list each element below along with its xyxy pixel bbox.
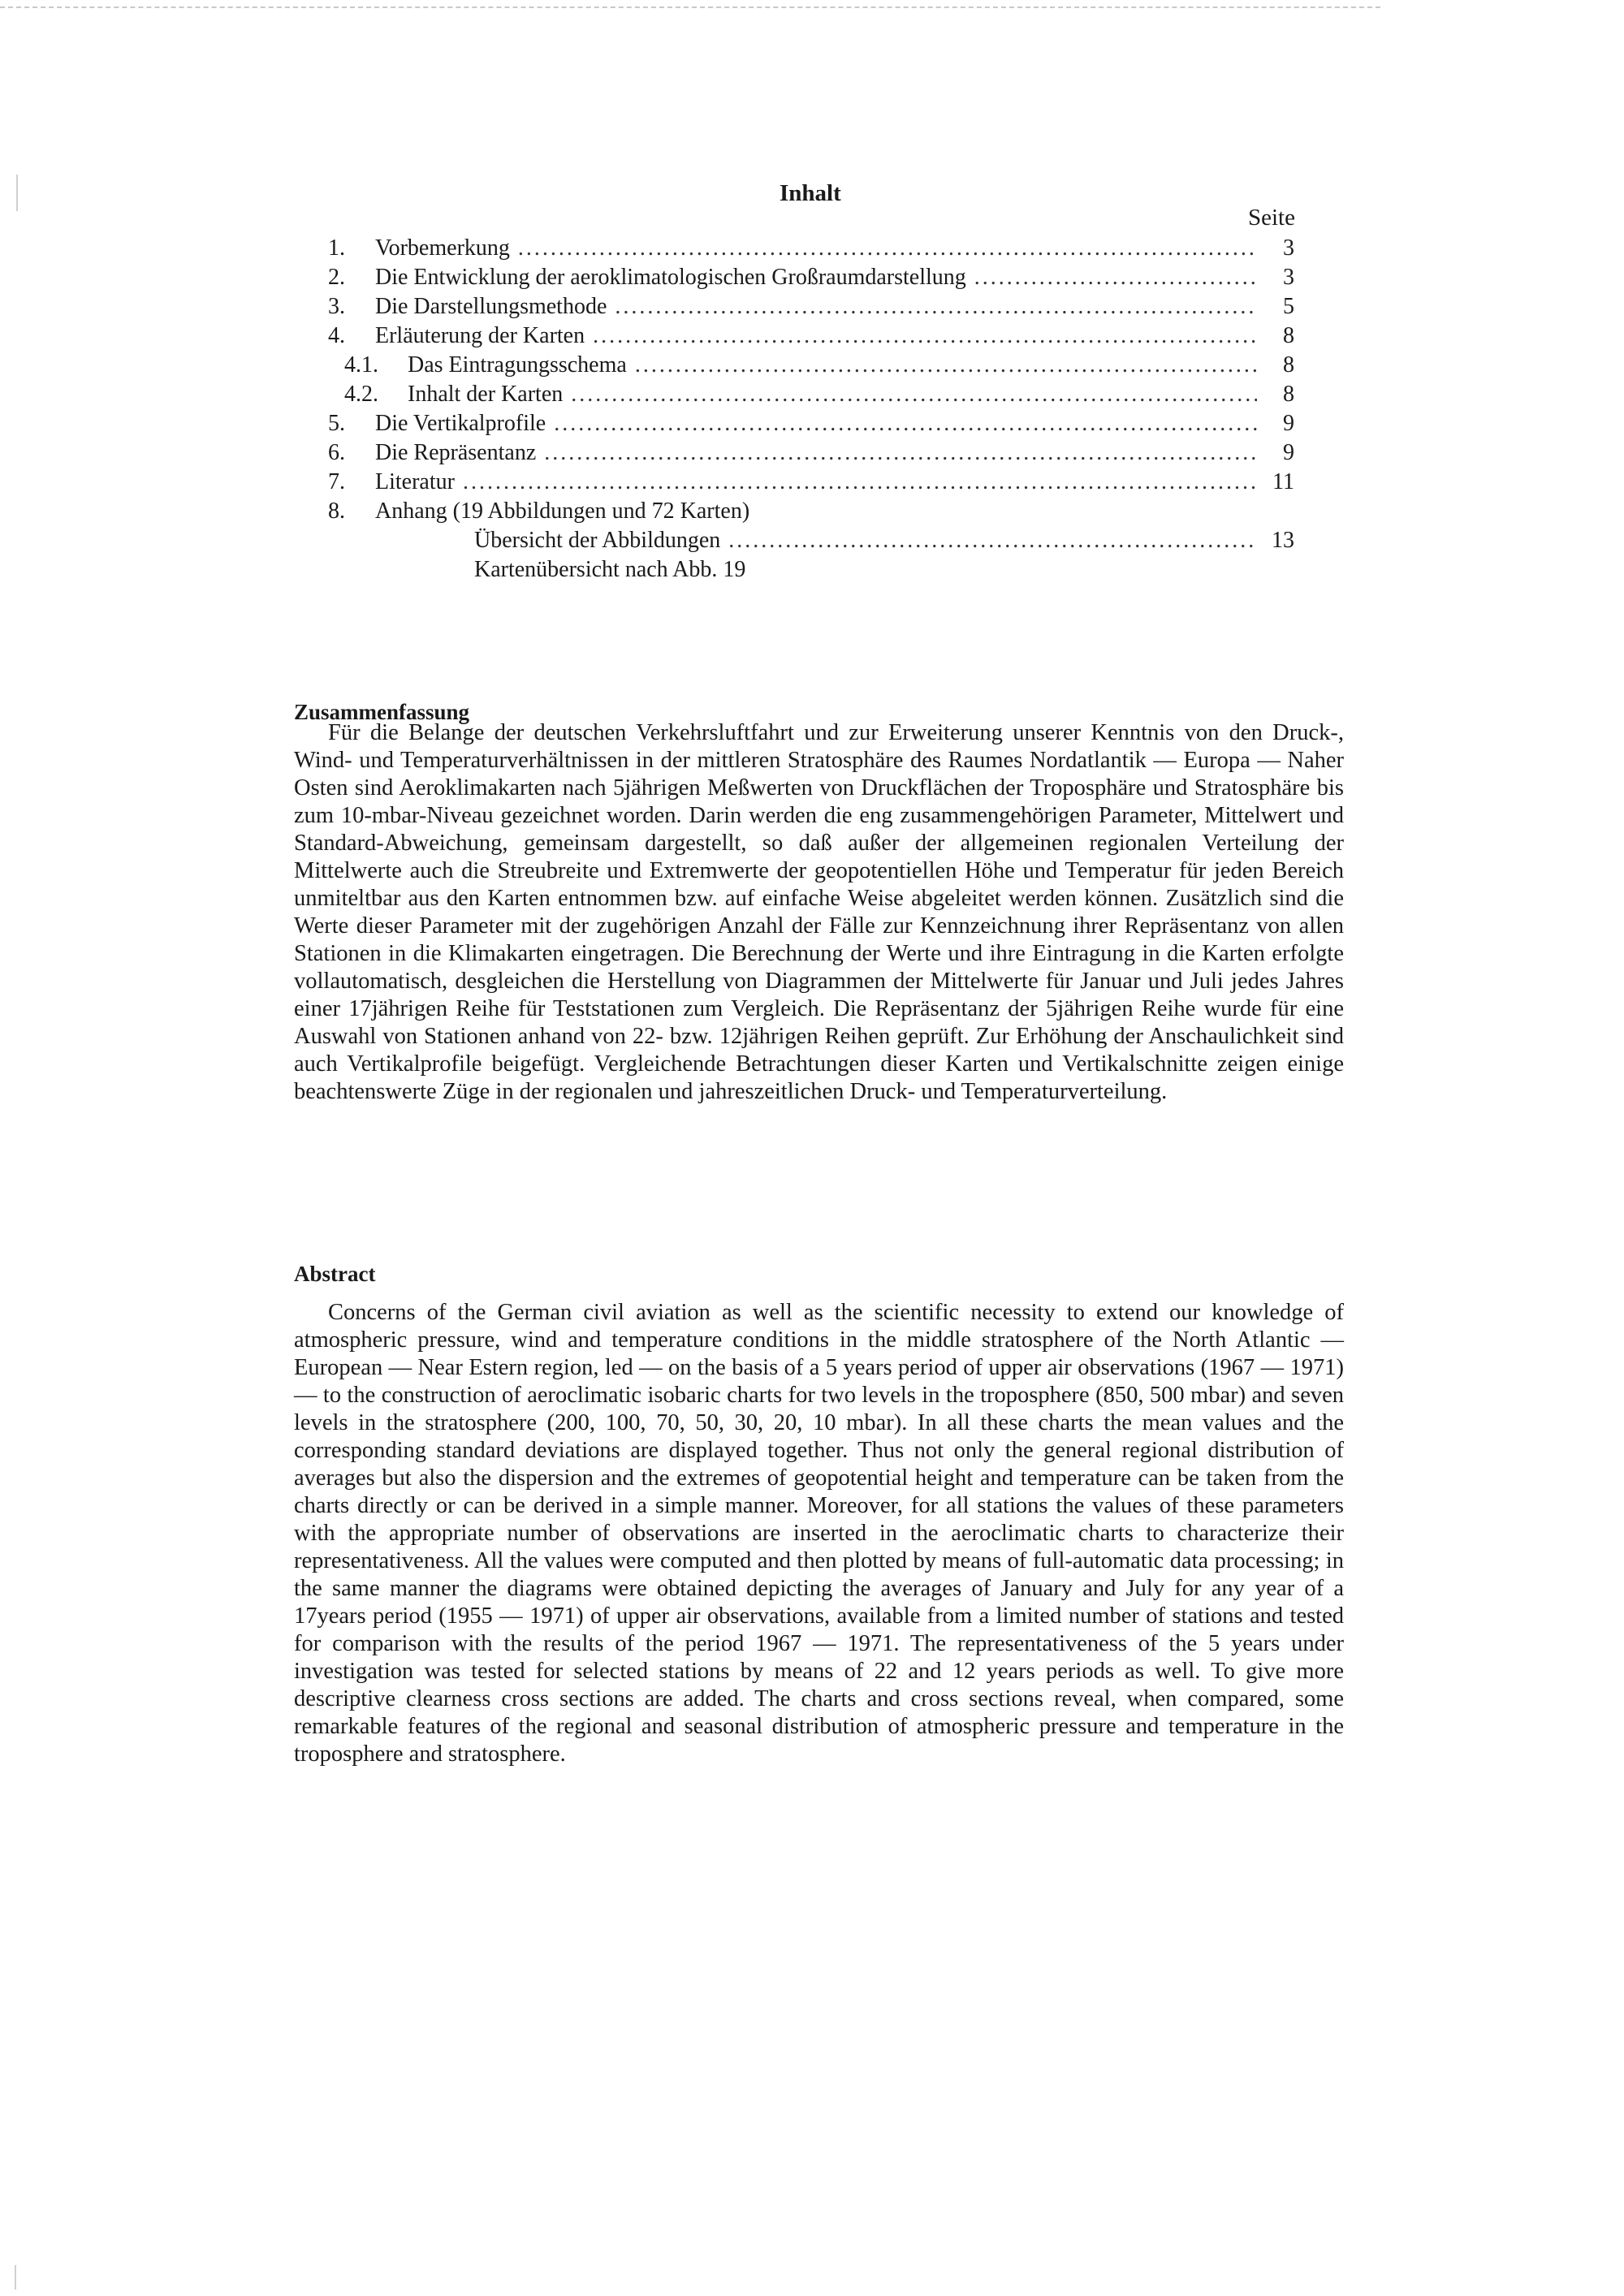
toc-entry-label: Kartenübersicht nach Abb. 19 [474, 557, 746, 582]
toc-leader-dots [593, 322, 1257, 351]
toc-leader-dots [544, 438, 1257, 468]
toc-entry-label: Die Entwicklung der aeroklimatologischen Großraumdarstellung [375, 265, 966, 290]
toc-entry-number: 8. [328, 498, 345, 524]
toc-entry-number: 2. [328, 265, 345, 290]
toc-entry-page: 8 [1283, 382, 1294, 407]
toc-entry-label: Die Repräsentanz [375, 440, 537, 465]
toc-entry-number: 1. [328, 235, 345, 261]
toc-entry-1[interactable] [328, 234, 1294, 263]
toc-entry-5[interactable] [328, 409, 1294, 438]
toc-entry-page: 9 [1283, 411, 1294, 436]
toc-leader-dots [974, 263, 1257, 292]
toc-entry-number: 4.2. [344, 382, 378, 407]
toc-entry-page: 8 [1283, 323, 1294, 348]
abstract-heading: Abstract [294, 1262, 376, 1286]
toc-entry-label: Inhalt der Karten [408, 382, 564, 407]
toc-entry-6[interactable] [328, 438, 1294, 468]
toc-entry-number: 7. [328, 469, 345, 494]
toc-entry-page: 9 [1283, 440, 1294, 465]
toc-leader-dots [728, 526, 1257, 555]
zusammenfassung-body: Für die Belange der deutschen Verkehrsluftfahrt und zur Erweiterung unserer Kenntnis von den Druck-, Wind- und Temperaturverhältnissen in der mittleren Stratosphäre des Raumes Nordatlantik — Europa — Naher Osten sind Aeroklimakarten nach 5jährigen Meßwerten von Druckflächen der Troposphäre und Stratosphäre bis zum 10-mbar-Niveau gezeichnet worden. Darin werden die eng zusammengehörigen Parameter, Mittelwert und Standard-Abweichung, gemeinsam dargestellt, so daß außer der allgemeinen regionalen Verteilung der Mittelwerte auch die Streubreite und Extremwerte der geopotentiellen Höhe und Temperatur für jeden Bereich unmiteltbar aus den Karten entnommen bzw. auf einfache Weise abgeleitet werden können. Zusätzlich sind die Werte dieser Parameter mit der zugehörigen Anzahl der Fälle zur Kennzeichnung ihrer Repräsentanz von allen Stationen in die Klimakarten eingetragen. Die Berechnung der Werte und ihre Eintragung in die Karten erfolgte vollautomatisch, desgleichen die Herstellung von Diagrammen der Mittelwerte für Januar und Juli jedes Jahres einer 17jährigen Reihe für Teststationen zum Vergleich. Die Repräsentanz der 5jährigen Reihe wurde für eine Auswahl von Stationen anhand von 22- bzw. 12jährigen Reihen geprüft. Zur Erhöhung der Anschaulichkeit sind auch Vertikalprofile beigefügt. Vergleichende Betrachtungen dieser Karten und Vertikalschnitte zeigen einige beachtenswerte Züge in der regionalen und jahreszeitlichen Druck- und Temperaturverteilung. [294, 720, 1344, 1104]
toc-entry-page: 13 [1272, 528, 1294, 553]
toc-entry-label: Die Vertikalprofile [375, 411, 546, 436]
toc-entry-page: 5 [1283, 294, 1294, 319]
toc-entry-label: Vorbemerkung [375, 235, 510, 261]
toc-leader-dots [571, 380, 1257, 409]
toc-entry-label: Literatur [375, 469, 455, 494]
toc-entry-8[interactable] [328, 497, 1294, 526]
toc-entry-page: 11 [1272, 469, 1294, 494]
toc-entry-4-1[interactable] [328, 351, 1294, 380]
toc-entry-4-2[interactable] [328, 380, 1294, 409]
toc-entry-kartenuebersicht[interactable] [328, 555, 1294, 585]
toc-entry-page: 3 [1283, 235, 1294, 261]
toc-entry-number: 4. [328, 323, 345, 348]
toc-leader-dots [518, 234, 1257, 263]
toc-entry-page: 8 [1283, 352, 1294, 378]
toc-entry-label: Das Eintragungsschema [408, 352, 627, 378]
abstract-body: Concerns of the German civil aviation as well as the scientific necessity to extend our knowledge of atmospheric pressure, wind and temperature conditions in the middle stratosphere of the North Atlantic — European — Near Estern region, led — on the basis of a 5 years period of upper air observations (1967 — 1971) — to the construction of aeroclimatic isobaric charts for two levels in the troposphere (850, 500 mbar) and seven levels in the stratosphere (200, 100, 70, 50, 30, 20, 10 mbar). In all these charts the mean values and the corresponding standard deviations are displayed together. Thus not only the general regional distribution of averages but also the dispersion and the extremes of geopotential height and temperature can be taken from the charts directly or can be derived in a simple manner. Moreover, for all stations the values of these parameters with the appropriate number of observations are inserted in the aeroclimatic charts to characterize their representativeness. All the values were computed and then plotted by means of full-automatic data processing; in the same manner the diagrams were obtained depicting the averages of January and July for any year of a 17years period (1955 — 1971) of upper air observations, available from a limited number of stations and tested for comparison with the results of the period 1967 — 1971. The representativeness of the 5 years under investigation was tested for selected stations by means of 22 and 12 years periods as well. To give more descriptive clearness cross sections are added. The charts and cross sections reveal, when compared, some remarkable features of the regional and seasonal distribution of atmospheric pressure and temperature in the troposphere and stratosphere. [294, 1300, 1344, 1767]
toc-entry-label: Übersicht der Abbildungen [474, 528, 721, 553]
toc-entry-abbildungen[interactable] [328, 526, 1294, 555]
toc-entry-label: Erläuterung der Karten [375, 323, 585, 348]
table-of-contents [328, 234, 1294, 585]
toc-leader-dots [635, 351, 1257, 380]
scan-artifact-top-line [0, 6, 1380, 8]
scan-artifact-left-mark-bottom [15, 2265, 16, 2290]
toc-entry-number: 3. [328, 294, 345, 319]
toc-page-column-header: Seite [1248, 205, 1295, 231]
toc-entry-number: 4.1. [344, 352, 378, 378]
toc-entry-3[interactable] [328, 292, 1294, 322]
toc-entry-number: 5. [328, 411, 345, 436]
scan-artifact-left-mark [16, 175, 18, 211]
toc-entry-number: 6. [328, 440, 345, 465]
toc-entry-2[interactable] [328, 263, 1294, 292]
toc-leader-dots [615, 292, 1257, 322]
zusammenfassung-heading: Zusammenfassung [294, 700, 470, 724]
toc-leader-dots [554, 409, 1257, 438]
toc-title: Inhalt [780, 180, 841, 206]
toc-leader-dots [463, 468, 1257, 497]
toc-entry-label: Die Darstellungsmethode [375, 294, 607, 319]
toc-entry-label: Anhang (19 Abbildungen und 72 Karten) [375, 498, 750, 524]
toc-entry-page: 3 [1283, 265, 1294, 290]
toc-entry-4[interactable] [328, 322, 1294, 351]
toc-entry-7[interactable] [328, 468, 1294, 497]
